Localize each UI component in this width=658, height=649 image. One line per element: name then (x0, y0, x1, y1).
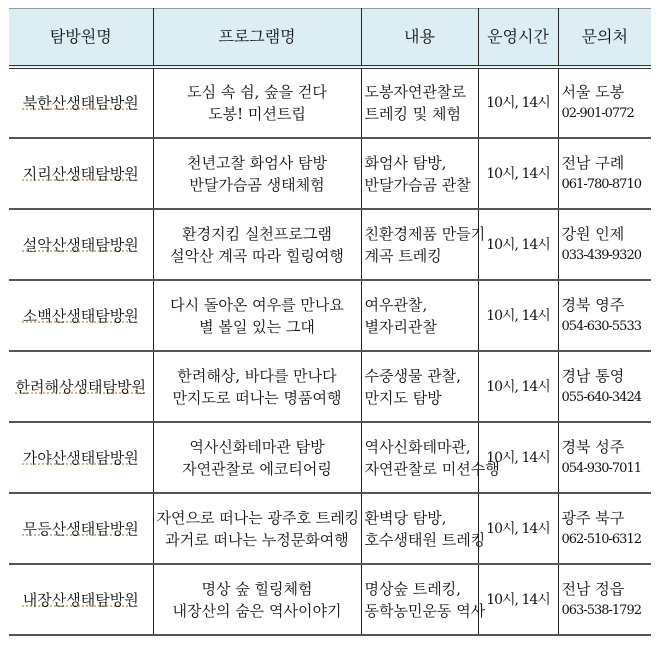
contact-phone: 054-930-7011 (561, 460, 641, 476)
content-cell (361, 422, 500, 493)
center-name: 내장산생태탐방원 (22, 590, 139, 609)
content-cell (361, 209, 486, 280)
content-line: 친환경제품 만들기 (364, 224, 486, 243)
header-center-name: 탐방원명 (9, 9, 153, 68)
contact-phone: 054-630-5533 (561, 318, 641, 334)
program-line: 천년고찰 화엄사 탐방 (187, 153, 327, 172)
center-name: 무등산생태탐방원 (22, 519, 139, 538)
operating-hours: 10시, 14시 (478, 422, 558, 493)
operating-hours: 10시, 14시 (478, 138, 558, 209)
content-line: 자연관찰로 미션수행 (364, 459, 500, 478)
center-name-cell (9, 422, 153, 493)
center-name: 한려해상생태탐방원 (15, 377, 146, 396)
table-header-row (9, 9, 651, 68)
contact-cell (558, 351, 651, 422)
table-row (9, 280, 651, 351)
contact-cell (558, 280, 651, 351)
contact-phone: 061-780-8710 (561, 176, 641, 192)
table-row (9, 67, 651, 138)
contact-cell (558, 209, 651, 280)
program-line: 자연으로 떠나는 광주호 트레킹 (156, 508, 360, 527)
content-cell (361, 564, 486, 635)
contact-phone: 063-538-1792 (561, 602, 641, 618)
operating-hours: 10시, 14시 (478, 351, 558, 422)
center-name: 가야산생태탐방원 (22, 448, 139, 467)
program-cell (153, 493, 361, 564)
content-cell (361, 138, 478, 209)
contact-cell (558, 67, 651, 138)
center-name: 설악산생태탐방원 (22, 235, 139, 254)
table-row (9, 422, 651, 493)
content-cell (361, 280, 478, 351)
operating-hours: 10시, 14시 (478, 67, 558, 138)
contact-region: 경남 통영 (561, 366, 625, 385)
program-line: 다시 돌아온 여우를 만나요 (170, 295, 344, 314)
program-cell (153, 67, 361, 138)
center-name-cell (9, 138, 153, 209)
contact-region: 경북 성주 (561, 437, 625, 456)
header-content: 내용 (361, 9, 478, 68)
program-cell (153, 138, 361, 209)
table-row (9, 138, 651, 209)
program-line: 내장산의 숨은 역사이야기 (172, 601, 342, 620)
contact-region: 전남 정읍 (561, 579, 625, 598)
contact-phone: 033-439-9320 (561, 247, 641, 263)
center-name: 북한산생태탐방원 (22, 94, 139, 112)
contact-phone: 02-901-0772 (561, 106, 634, 121)
contact-phone: 062-510-6312 (561, 531, 641, 547)
center-name-cell (9, 564, 153, 635)
content-line: 트레킹 및 체험 (364, 105, 461, 123)
center-name: 소백산생태탐방원 (22, 306, 139, 325)
program-line: 도봉! 미션트립 (208, 105, 306, 123)
contact-cell (558, 564, 651, 635)
program-line: 과거로 떠나는 누정문화여행 (165, 530, 349, 549)
content-cell (361, 351, 478, 422)
center-name-cell (9, 67, 153, 138)
content-line: 별자리관찰 (364, 317, 437, 336)
program-cell (153, 564, 361, 635)
program-line: 별 볼일 있는 그대 (199, 317, 315, 336)
program-line: 만지도로 떠나는 명품여행 (172, 388, 342, 407)
program-line: 명상 숲 힐링체험 (201, 579, 313, 598)
program-cell (153, 351, 361, 422)
program-line: 설악산 계곡 따라 힐링여행 (170, 246, 344, 265)
content-line: 화엄사 탐방, (364, 153, 447, 172)
center-name: 지리산생태탐방원 (22, 164, 139, 183)
operating-hours: 10시, 14시 (478, 493, 558, 564)
center-name-cell (9, 493, 153, 564)
program-cell (153, 209, 361, 280)
contact-phone: 055-640-3424 (561, 389, 641, 405)
program-line: 한려해상, 바다를 만나다 (177, 366, 337, 385)
contact-cell (558, 138, 651, 209)
operating-hours: 10시, 14시 (478, 280, 558, 351)
header-operating-hours: 운영시간 (478, 9, 558, 68)
program-cell (153, 280, 361, 351)
content-line: 여우관찰, (364, 295, 428, 314)
center-name-cell (9, 351, 153, 422)
contact-region: 서울 도봉 (561, 83, 625, 101)
operating-hours: 10시, 14시 (478, 209, 558, 280)
content-cell (361, 493, 486, 564)
content-line: 계곡 트레킹 (364, 246, 442, 265)
program-line: 도심 속 쉼, 숲을 걷다 (187, 83, 327, 101)
content-cell (361, 67, 478, 138)
content-line: 수중생물 관찰, (364, 366, 461, 385)
table-row (9, 564, 651, 635)
table-row (9, 209, 651, 280)
content-line: 환벽당 탐방, (364, 508, 447, 527)
contact-cell (558, 493, 651, 564)
program-line: 환경지킴 실천프로그램 (182, 224, 332, 243)
content-line: 동학농민운동 역사 (364, 601, 486, 620)
content-line: 호수생태원 트레킹 (364, 530, 486, 549)
contact-cell (558, 422, 651, 493)
content-line: 역사신화테마관, (364, 437, 471, 456)
contact-region: 전남 구례 (561, 153, 625, 172)
program-line: 자연관찰로 에코티어링 (182, 459, 332, 478)
contact-region: 강원 인제 (561, 224, 625, 243)
content-line: 반달가슴곰 관찰 (364, 175, 471, 194)
table-row (9, 493, 651, 564)
table-row (9, 351, 651, 422)
center-name-cell (9, 209, 153, 280)
content-line: 만지도 탐방 (364, 388, 442, 407)
program-line: 반달가슴곰 생태체험 (189, 175, 325, 194)
program-line: 역사신화테마관 탐방 (189, 437, 325, 456)
header-contact: 문의처 (558, 9, 651, 68)
contact-region: 광주 북구 (561, 508, 625, 527)
contact-region: 경북 영주 (561, 295, 625, 314)
content-line: 명상숲 트레킹, (364, 579, 461, 598)
center-name-cell (9, 280, 153, 351)
header-program-name: 프로그램명 (153, 9, 361, 68)
content-line: 도봉자연관찰로 (364, 83, 466, 101)
program-cell (153, 422, 361, 493)
eco-center-program-table (9, 8, 651, 636)
operating-hours: 10시, 14시 (478, 564, 558, 635)
